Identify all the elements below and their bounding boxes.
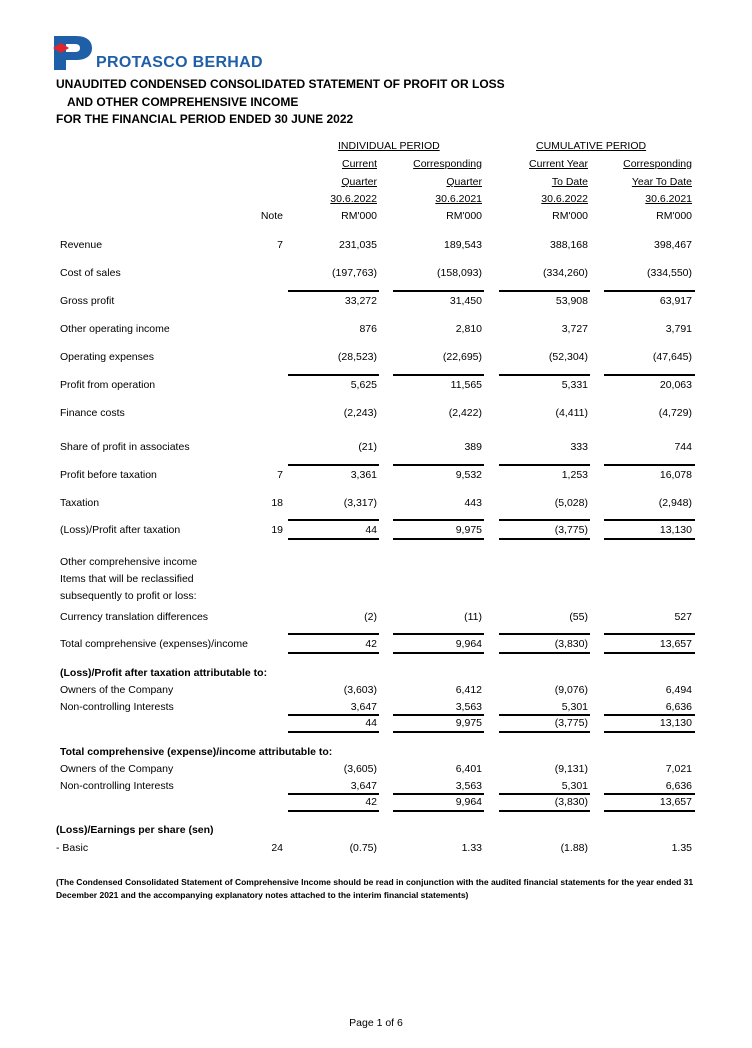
rule <box>604 374 695 376</box>
row-value: (158,093) <box>437 267 482 279</box>
attrib-total-heading: Total comprehensive (expense)/income attributable to: <box>60 746 333 758</box>
col1-header-date: 30.6.2022 <box>330 193 377 205</box>
rule <box>288 714 379 716</box>
rule <box>499 633 590 635</box>
row-value: (334,260) <box>543 267 588 279</box>
rule <box>499 731 590 733</box>
rule <box>499 374 590 376</box>
eps-heading: (Loss)/Earnings per share (sen) <box>56 824 214 836</box>
row-value: 2,810 <box>455 323 482 335</box>
row-value: 7,021 <box>665 763 692 775</box>
col1-header-l1: Current <box>341 158 377 170</box>
row-value: (28,523) <box>337 351 377 363</box>
row-label: Currency translation differences <box>60 611 209 623</box>
protasco-p-logo-icon <box>50 34 96 72</box>
row-value: 333 <box>570 441 588 453</box>
statement-title-line2: AND OTHER COMPREHENSIVE INCOME <box>67 95 299 109</box>
row-value: (3,775) <box>554 717 588 729</box>
rule <box>393 731 484 733</box>
row-value: (2,243) <box>343 407 377 419</box>
row-value: 6,636 <box>665 701 692 713</box>
note-header: Note <box>260 210 283 222</box>
row-value: 3,563 <box>455 701 482 713</box>
rule <box>393 464 484 466</box>
row-value: 3,727 <box>561 323 588 335</box>
rule <box>288 633 379 635</box>
row-value: 1.35 <box>671 842 692 854</box>
rule <box>288 652 379 654</box>
col3-header-unit: RM'000 <box>552 210 588 222</box>
row-value: (9,131) <box>554 763 588 775</box>
col3-header-l1: Current Year <box>529 158 588 170</box>
rule <box>604 290 695 292</box>
row-value: 42 <box>365 638 377 650</box>
row-value: 33,272 <box>344 295 377 307</box>
row-value: 388,168 <box>550 239 588 251</box>
row-value: 876 <box>359 323 377 335</box>
company-logo <box>50 34 310 74</box>
row-value: 9,975 <box>455 524 482 536</box>
row-value: (55) <box>569 611 588 623</box>
row-value: (3,317) <box>343 497 377 509</box>
row-value: 231,035 <box>339 239 377 251</box>
individual-period-header: INDIVIDUAL PERIOD <box>338 140 440 152</box>
row-value: 744 <box>674 441 692 453</box>
col3-header-l2: To Date <box>551 176 588 188</box>
col4-header-date: 30.6.2021 <box>645 193 692 205</box>
row-value: (2,422) <box>448 407 482 419</box>
row-value: 9,964 <box>455 638 482 650</box>
row-label: Finance costs <box>60 407 125 419</box>
rule <box>288 731 379 733</box>
footnote: (The Condensed Consolidated Statement of Comprehensive Income should be read in conjunction with the audited financial statements for the year ended 31 December 2021 and the accompanying explanatory notes attached to the interim financial statements) <box>56 877 694 900</box>
rule <box>604 519 695 521</box>
row-value: 31,450 <box>449 295 482 307</box>
row-value: 13,130 <box>659 717 692 729</box>
rule <box>604 538 695 540</box>
row-value: 20,063 <box>659 379 692 391</box>
row-value: 44 <box>365 524 377 536</box>
row-label: Non-controlling Interests <box>60 780 174 792</box>
col3-header-date: 30.6.2022 <box>541 193 588 205</box>
col2-header-l1: Corresponding <box>413 158 482 170</box>
cumulative-period-header: CUMULATIVE PERIOD <box>536 140 647 152</box>
row-value: (1.88) <box>560 842 588 854</box>
attrib-profit-heading: (Loss)/Profit after taxation attributable to: <box>60 667 268 679</box>
rule <box>393 633 484 635</box>
rule <box>604 810 695 812</box>
rule <box>499 538 590 540</box>
row-value: 1.33 <box>461 842 482 854</box>
row-value: 3,791 <box>665 323 692 335</box>
row-value: (3,830) <box>554 796 588 808</box>
row-value: 527 <box>674 611 692 623</box>
row-value: 13,130 <box>659 524 692 536</box>
row-label: Owners of the Company <box>60 684 174 696</box>
oci-subheading-2: subsequently to profit or loss: <box>60 590 197 602</box>
row-value: (47,645) <box>652 351 692 363</box>
row-label: Operating expenses <box>60 351 154 363</box>
row-label: Revenue <box>60 239 103 251</box>
company-name: PROTASCO BERHAD <box>96 54 263 71</box>
row-value: 443 <box>464 497 482 509</box>
row-value: (4,411) <box>555 407 588 419</box>
row-value: (2,948) <box>658 497 692 509</box>
rule <box>393 538 484 540</box>
row-value: (334,550) <box>647 267 692 279</box>
rule <box>604 731 695 733</box>
row-value: 11,565 <box>450 379 482 391</box>
row-value: 6,401 <box>455 763 482 775</box>
rule <box>288 793 379 795</box>
row-note: 7 <box>277 469 283 481</box>
rule <box>499 652 590 654</box>
row-value: 63,917 <box>659 295 692 307</box>
rule <box>499 464 590 466</box>
row-value: 44 <box>365 717 377 729</box>
row-label: Profit from operation <box>60 379 156 391</box>
rule <box>393 714 484 716</box>
row-value: (3,605) <box>343 763 377 775</box>
row-value: 9,964 <box>455 796 482 808</box>
row-value: 5,625 <box>350 379 377 391</box>
row-label: Owners of the Company <box>60 763 174 775</box>
rule <box>499 793 590 795</box>
statement-title-line1: UNAUDITED CONDENSED CONSOLIDATED STATEMENT OF PROFIT OR LOSS <box>56 77 505 91</box>
rule <box>499 290 590 292</box>
rule <box>499 714 590 716</box>
row-value: (0.75) <box>349 842 377 854</box>
row-value: (2) <box>364 611 377 623</box>
oci-heading: Other comprehensive income <box>60 556 198 568</box>
page-number: Page 1 of 6 <box>349 1017 403 1029</box>
row-value: 6,494 <box>665 684 692 696</box>
row-label: Profit before taxation <box>60 469 157 481</box>
row-value: 398,467 <box>654 239 692 251</box>
rule <box>499 810 590 812</box>
rule <box>393 290 484 292</box>
row-value: 189,543 <box>444 239 482 251</box>
row-label: Non-controlling Interests <box>60 701 174 713</box>
rule <box>288 538 379 540</box>
rule <box>604 633 695 635</box>
row-value: (52,304) <box>548 351 588 363</box>
col4-header-unit: RM'000 <box>656 210 692 222</box>
rule <box>604 652 695 654</box>
row-label: Cost of sales <box>60 267 121 279</box>
col1-header-l2: Quarter <box>341 176 377 188</box>
row-label: Taxation <box>60 497 100 509</box>
row-value: 13,657 <box>659 638 692 650</box>
row-note: 18 <box>271 497 283 509</box>
row-label: Gross profit <box>60 295 115 307</box>
row-value: 3,647 <box>350 780 377 792</box>
rule <box>288 519 379 521</box>
col4-header-l1: Corresponding <box>623 158 692 170</box>
row-value: 9,975 <box>455 717 482 729</box>
row-note: 7 <box>277 239 283 251</box>
row-value: 42 <box>365 796 377 808</box>
rule <box>288 464 379 466</box>
row-value: 1,253 <box>561 469 588 481</box>
row-value: 6,636 <box>665 780 692 792</box>
rule <box>288 290 379 292</box>
row-label: (Loss)/Profit after taxation <box>60 524 181 536</box>
row-note: 19 <box>271 524 283 536</box>
row-value: 53,908 <box>555 295 588 307</box>
row-value: (4,729) <box>658 407 692 419</box>
row-label: Other operating income <box>60 323 170 335</box>
rule <box>393 652 484 654</box>
row-value: 3,563 <box>455 780 482 792</box>
row-value: (9,076) <box>554 684 588 696</box>
row-label: Share of profit in associates <box>60 441 190 453</box>
rule <box>393 519 484 521</box>
row-value: (3,775) <box>554 524 588 536</box>
rule <box>499 519 590 521</box>
row-value: (3,603) <box>343 684 377 696</box>
row-value: 389 <box>464 441 482 453</box>
col4-header-l2: Year To Date <box>631 176 692 188</box>
row-value: 13,657 <box>659 796 692 808</box>
rule <box>393 810 484 812</box>
row-label: Total comprehensive (expenses)/income <box>60 638 248 650</box>
row-label: - Basic <box>56 842 89 854</box>
row-value: (11) <box>464 611 482 623</box>
rule <box>604 464 695 466</box>
row-value: (3,830) <box>554 638 588 650</box>
row-value: 5,301 <box>561 701 588 713</box>
statement-title-line3: FOR THE FINANCIAL PERIOD ENDED 30 JUNE 2022 <box>56 112 354 126</box>
row-value: (21) <box>358 441 377 453</box>
row-value: 5,301 <box>561 780 588 792</box>
col2-header-l2: Quarter <box>446 176 482 188</box>
rule <box>288 374 379 376</box>
rule <box>604 714 695 716</box>
row-value: 5,331 <box>561 379 588 391</box>
row-value: 9,532 <box>455 469 482 481</box>
rule <box>604 793 695 795</box>
rule <box>393 374 484 376</box>
row-note: 24 <box>271 842 283 854</box>
row-value: (22,695) <box>442 351 482 363</box>
row-value: 16,078 <box>659 469 692 481</box>
oci-subheading: Items that will be reclassified <box>60 573 194 585</box>
rule <box>393 793 484 795</box>
row-value: 6,412 <box>455 684 482 696</box>
row-value: 3,647 <box>350 701 377 713</box>
rule <box>288 810 379 812</box>
row-value: 3,361 <box>350 469 377 481</box>
col2-header-date: 30.6.2021 <box>435 193 482 205</box>
col2-header-unit: RM'000 <box>446 210 482 222</box>
row-value: (5,028) <box>554 497 588 509</box>
col1-header-unit: RM'000 <box>341 210 377 222</box>
row-value: (197,763) <box>332 267 377 279</box>
